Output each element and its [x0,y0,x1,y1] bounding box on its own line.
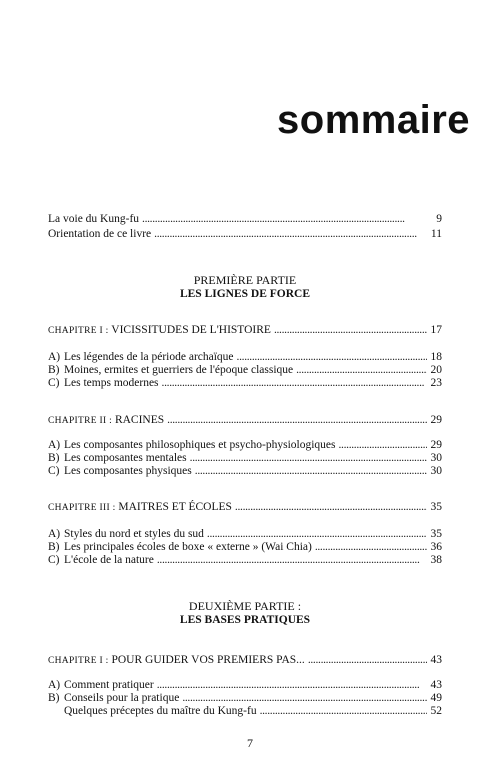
chapter-text [48,653,305,668]
entry-page: 52 [430,705,442,717]
dot-leader [154,227,427,241]
entry-page: 36 [430,541,442,553]
entry-text: Les temps modernes [64,377,159,389]
dot-leader [142,212,427,226]
chapter-title: RACINES [114,414,165,426]
dot-leader [237,350,427,364]
entry-text: Comment pratiquer [64,679,154,691]
toc-entry [48,540,442,554]
part-heading [48,273,442,301]
entry-text: Les principales écoles de boxe « externe » (Wai Chia) [64,541,312,553]
entry-page: 30 [430,465,442,477]
part-title: DEUXIÈME PARTIE : [188,599,302,613]
chapter-entry [48,323,442,337]
entry-label: B) [48,692,60,704]
toc-entry [48,212,442,226]
toc-entry [48,451,442,465]
part-title: PREMIÈRE PARTIE [193,273,297,287]
toc-entry [48,227,442,241]
entry-page: 29 [430,439,442,451]
page-number: 7 [247,736,253,750]
toc-entry [48,363,442,377]
toc-entry [48,678,442,692]
entry-page: 49 [430,692,442,704]
dot-leader [195,464,427,478]
entry-page: 35 [430,528,442,540]
entry-label: C) [48,554,60,566]
part-subtitle: LES BASES PRATIQUES [179,614,311,626]
chapter-entry [48,413,442,427]
entry-text: Les composantes philosophiques et psycho-physiologiques [64,439,336,451]
toc-entry [48,350,442,364]
dot-leader [157,678,427,692]
entry-page: 30 [430,452,442,464]
dot-leader [315,540,427,554]
dot-leader [260,704,427,718]
chapter-text [48,500,232,515]
entry-text: Les composantes mentales [64,452,187,464]
entry-page: 23 [430,377,442,389]
chapter-text [48,413,164,428]
toc-entry [48,438,442,452]
entry-page: 18 [430,351,442,363]
chapter-prefix: CHAPITRE III : [48,503,116,513]
dot-leader [162,376,427,390]
entry-text: L'école de la nature [64,554,154,566]
entry-text: Orientation de ce livre [48,228,152,240]
entry-label: A) [48,439,61,451]
dot-leader [274,323,427,337]
entry-page: 11 [430,228,442,240]
dot-leader [167,413,427,427]
chapter-title: POUR GUIDER VOS PREMIERS PAS... [111,654,305,666]
entry-page: 17 [430,324,442,336]
entry-text: Conseils pour la pratique [64,692,180,704]
entry-label: B) [48,452,60,464]
entry-page: 9 [436,213,442,225]
chapter-text [48,323,271,338]
entry-page: 20 [430,364,442,376]
entry-label: B) [48,364,60,376]
entry-label: A) [48,528,61,540]
chapter-entry [48,653,442,667]
toc-entry [48,691,442,705]
dot-leader [339,438,428,452]
entry-text: Les composantes physiques [64,465,192,477]
entry-page: 35 [430,501,442,513]
dot-leader [190,451,427,465]
entry-label: C) [48,465,60,477]
entry-text: Les légendes de la période archaïque [64,351,234,363]
dot-leader [308,653,427,667]
chapter-prefix: CHAPITRE II : [48,416,113,426]
entry-page: 38 [430,554,442,566]
chapter-title: VICISSITUDES DE L'HISTOIRE [111,324,271,336]
chapter-prefix: CHAPITRE I : [48,656,109,666]
entry-text: Quelques préceptes du maître du Kung-fu [64,705,257,717]
part-heading [48,599,442,627]
chapter-entry [48,500,442,514]
entry-label: A) [48,679,61,691]
entry-label: A) [48,351,61,363]
toc-entry [48,464,442,478]
entry-page: 43 [430,654,442,666]
dot-leader [182,691,427,705]
dot-leader [296,363,427,377]
dot-leader [207,527,427,541]
entry-label: B) [48,541,60,553]
dot-leader [157,553,427,567]
dot-leader [235,500,427,514]
entry-page: 29 [430,414,442,426]
entry-label: C) [48,377,60,389]
entry-text: Moines, ermites et guerriers de l'époque classique [64,364,294,376]
entry-text: La voie du Kung-fu [48,213,140,225]
chapter-title: MAITRES ET ÉCOLES [118,501,232,513]
part-subtitle: LES LIGNES DE FORCE [179,288,311,300]
toc-entry [48,527,442,541]
entry-text: Styles du nord et styles du sud [64,528,204,540]
toc-entry [48,704,442,718]
chapter-prefix: CHAPITRE I : [48,326,109,336]
toc-entry [48,376,442,390]
page-title: sommaire [277,98,470,142]
toc-entry [48,553,442,567]
entry-page: 43 [430,679,442,691]
